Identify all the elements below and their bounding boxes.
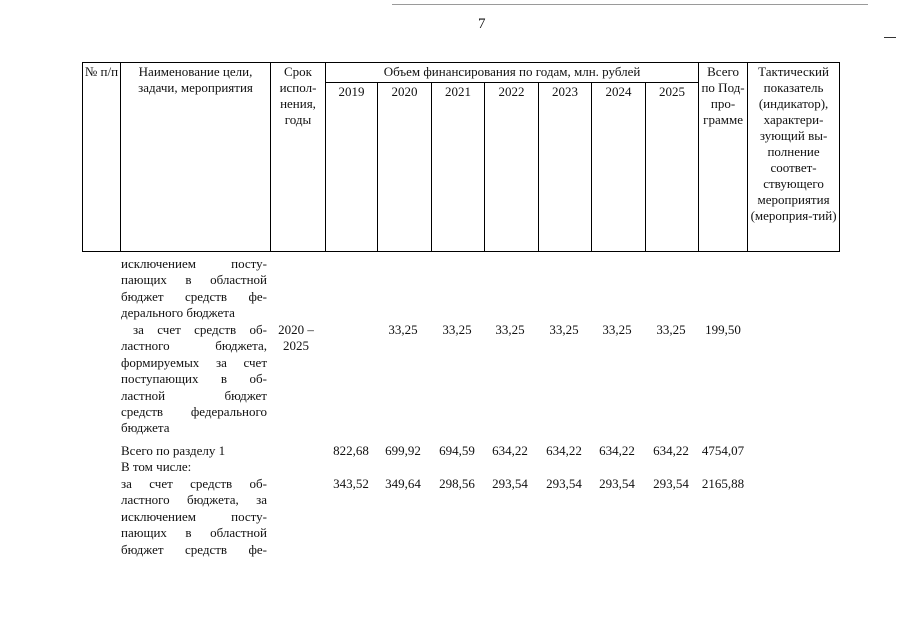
row-name-block	[121, 459, 267, 475]
value-2021: 694,59	[439, 443, 475, 458]
value-2019: 343,52	[333, 476, 369, 491]
value-2020: 33,25	[388, 322, 418, 337]
page-number: 7	[478, 16, 486, 32]
row-name-line: бюджет средств фе-	[121, 541, 267, 557]
value-2023: 634,22	[546, 443, 582, 458]
value-2024: 33,25	[602, 322, 632, 337]
row-name-line: исключением посту-	[121, 256, 267, 271]
value-2025: 33,25	[656, 322, 686, 337]
row-name-line: пающих в областной	[121, 272, 267, 288]
value-2022: 634,22	[492, 443, 528, 458]
row-name-line: ластного бюджета, за	[121, 492, 267, 508]
value-total: 4754,07	[701, 443, 745, 458]
value-total: 199,50	[705, 322, 741, 337]
value-2021: 298,56	[439, 476, 475, 491]
value-2022: 293,54	[492, 476, 528, 491]
value-2020: 699,92	[385, 443, 421, 458]
header-col-number: № п/п	[83, 63, 121, 252]
value-2020: 349,64	[385, 476, 421, 491]
header-col-total: Всего по Под-про-грамме	[699, 63, 748, 252]
row-values	[0, 322, 905, 340]
value-2024: 293,54	[599, 476, 635, 491]
row-name-line: средств федерального	[121, 404, 267, 420]
row-name-line: поступающих в об-	[121, 371, 267, 387]
value-2025: 293,54	[653, 476, 689, 491]
row-term-line: 2020 –	[278, 322, 314, 337]
header-col-funding: Объем финансирования по годам, млн. рублей	[326, 63, 699, 83]
value-2025: 634,22	[653, 443, 689, 458]
header-year: 2023	[539, 83, 592, 252]
row-name-line: исключением посту-	[121, 508, 267, 524]
row-name-block	[121, 256, 267, 322]
value-2023: 293,54	[546, 476, 582, 491]
row-name-line: формируемых за счет	[121, 354, 267, 370]
row-name-line: Всего по разделу 1	[121, 443, 226, 458]
header-col-term: Срок испол-нения, годы	[271, 63, 326, 252]
row-name-line: за счет средств об-	[121, 476, 267, 491]
row-name-line: ластного бюджета,	[121, 338, 267, 354]
header-year: 2025	[646, 83, 699, 252]
row-name-line: дерального бюджета	[121, 305, 235, 321]
row-values	[0, 476, 905, 494]
header-year: 2022	[485, 83, 539, 252]
row-name-line: В том числе:	[121, 459, 192, 474]
value-2022: 33,25	[495, 322, 525, 337]
row-name-line: бюджет средств фе-	[121, 288, 267, 304]
scan-top-line	[392, 4, 868, 5]
value-2021: 33,25	[442, 322, 472, 337]
scan-edge-mark	[884, 37, 896, 38]
header-col-indicator: Тактический показатель (индикатор), характери-зующий вы-полнение соответ-ствующего мероприятия (мероприя-тий)	[748, 63, 840, 252]
header-year: 2024	[592, 83, 646, 252]
row-name-line: за счет средств об-	[133, 322, 267, 337]
value-2019: 822,68	[333, 443, 369, 458]
header-year: 2019	[326, 83, 378, 252]
header-col-name: Наименование цели, задачи, мероприятия	[121, 63, 271, 252]
value-2024: 634,22	[599, 443, 635, 458]
row-term-line: 2025	[283, 338, 309, 354]
funding-table-header	[82, 62, 840, 252]
value-total: 2165,88	[701, 476, 745, 491]
value-2023: 33,25	[549, 322, 579, 337]
row-name-line: бюджета	[121, 420, 170, 436]
row-name-line: ластной бюджет	[121, 387, 267, 403]
header-year: 2021	[432, 83, 485, 252]
header-year: 2020	[378, 83, 432, 252]
row-name-line: пающих в областной	[121, 525, 267, 541]
